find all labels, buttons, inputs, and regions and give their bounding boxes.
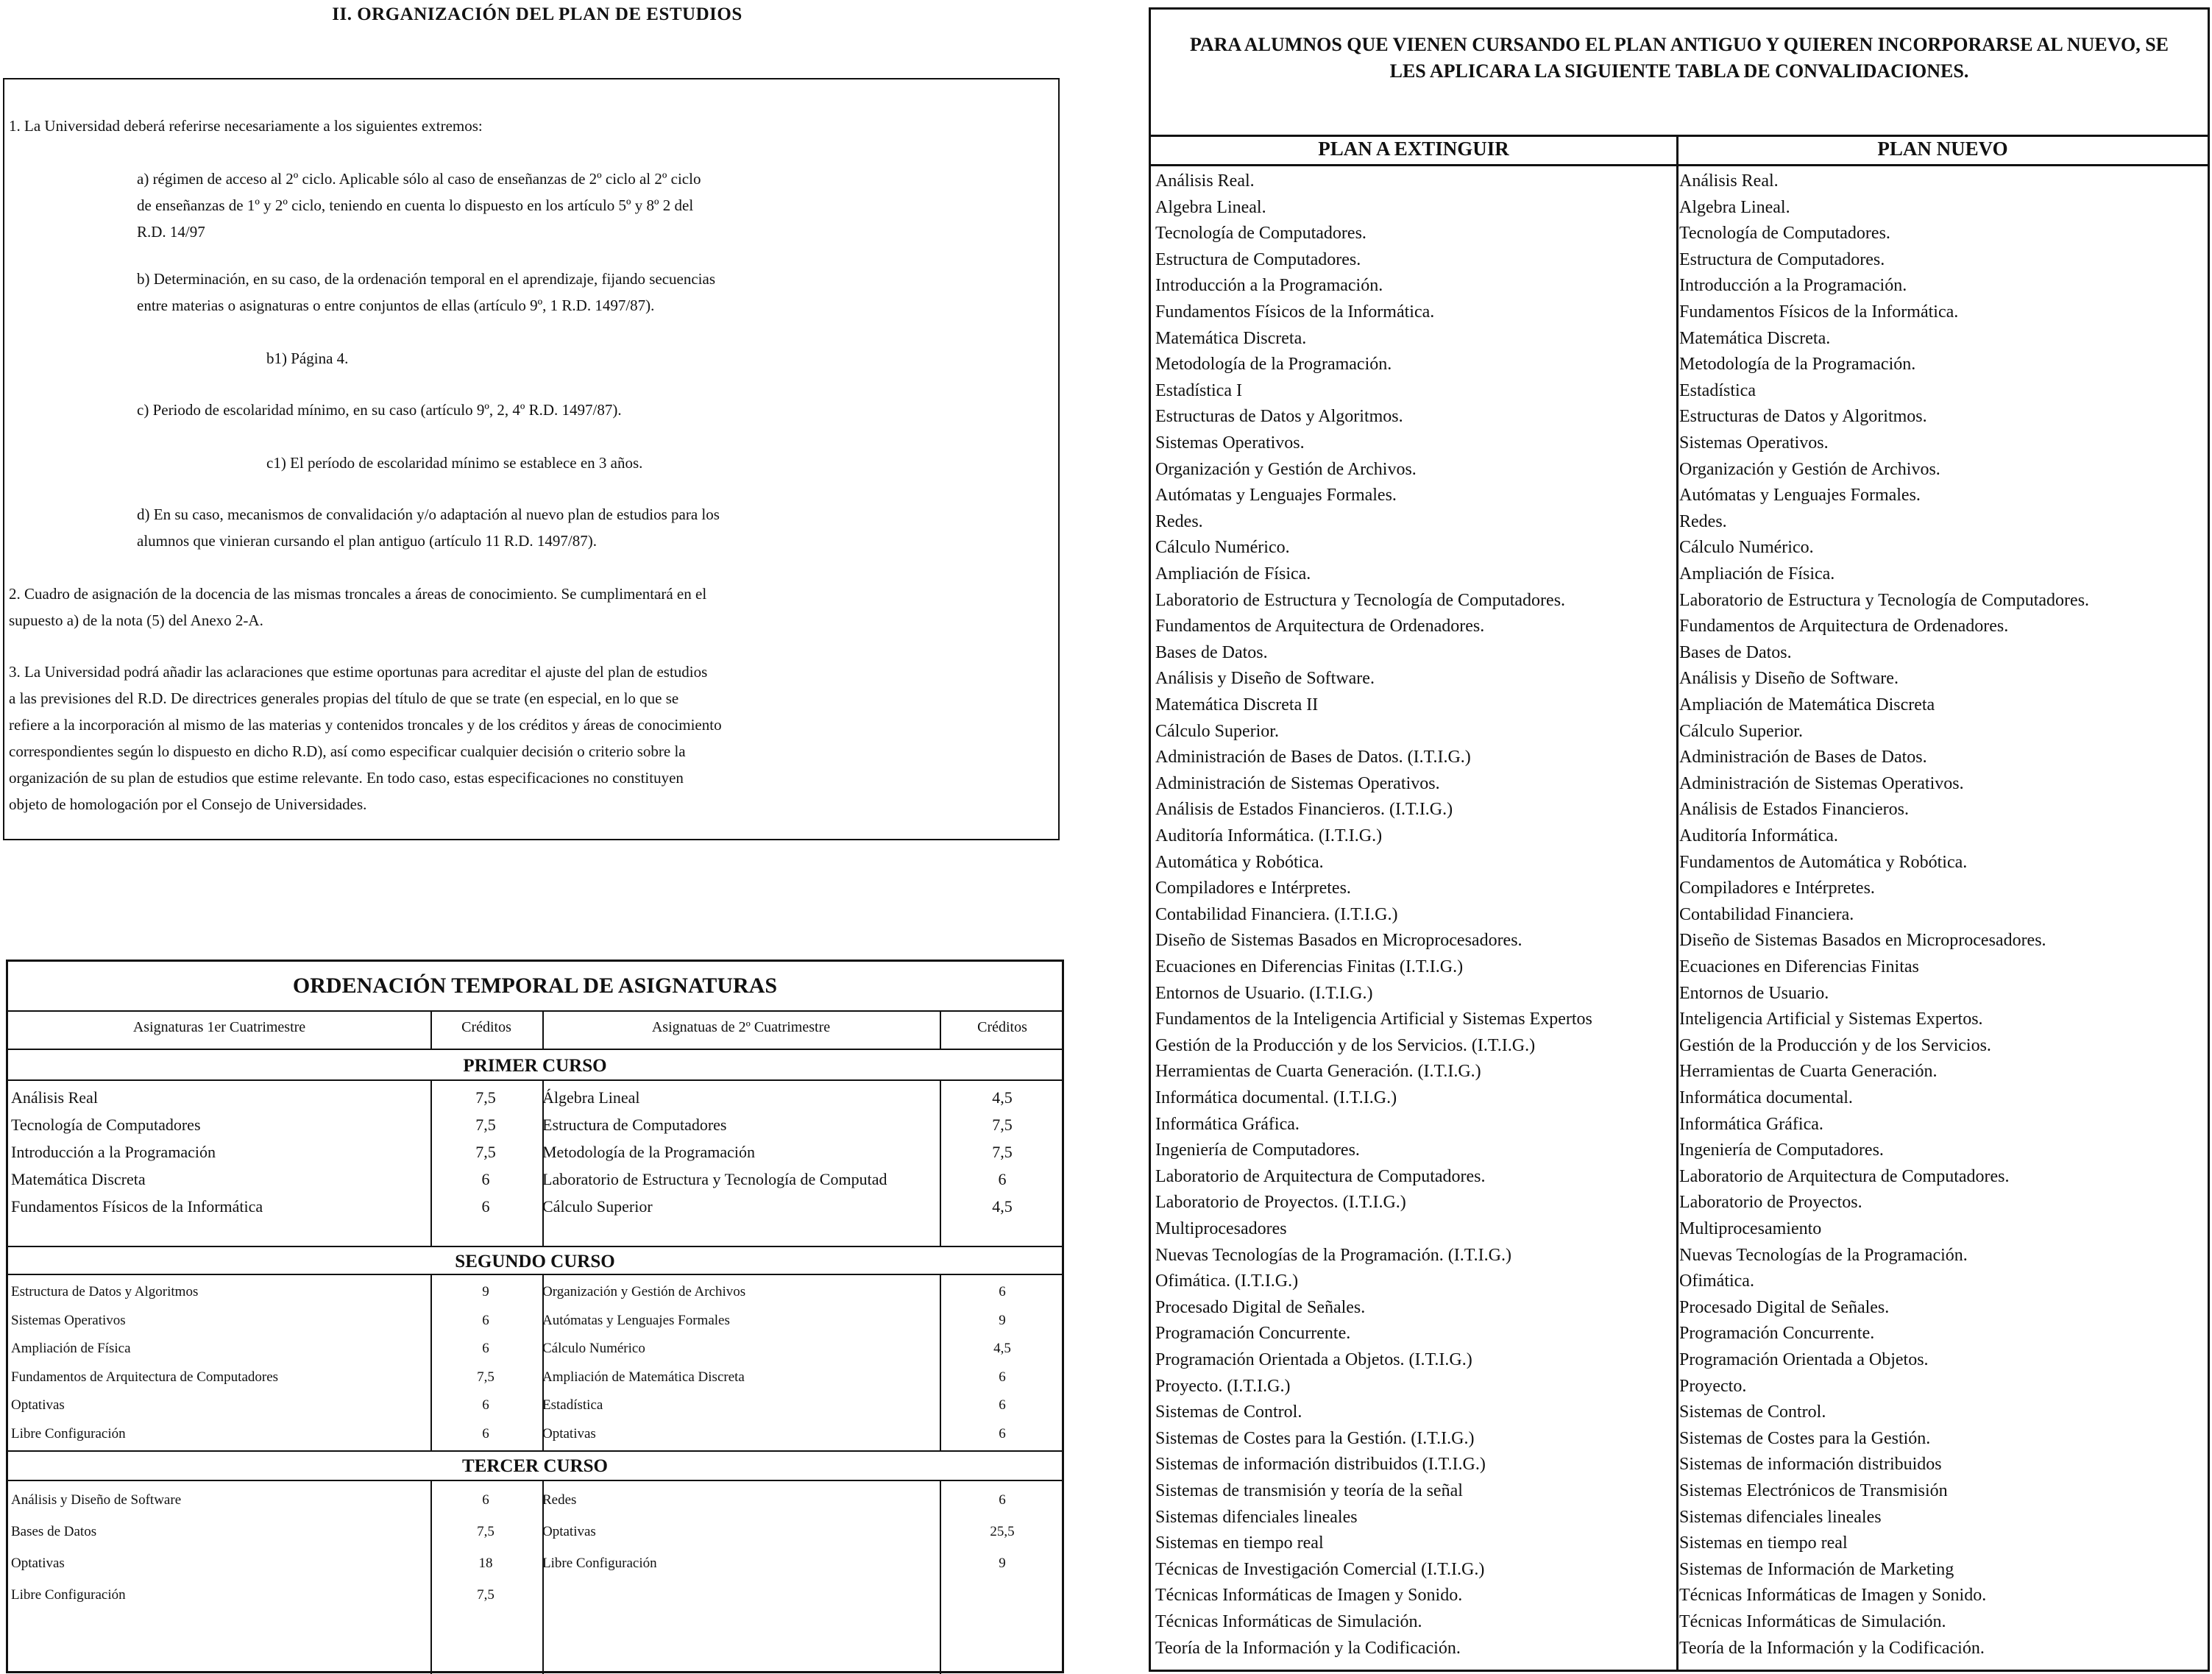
old-plan-subject: Administración de Bases de Datos. (I.T.I.G.) [1155, 748, 1471, 767]
subject-cell: Laboratorio de Estructura y Tecnología de Computad [542, 1170, 887, 1188]
new-plan-subject: Laboratorio de Proyectos. [1679, 1193, 1862, 1213]
old-plan-subject: Análisis Real. [1155, 171, 1255, 191]
new-plan-subject: Algebra Lineal. [1679, 197, 1790, 217]
old-plan-subject: Laboratorio de Proyectos. (I.T.I.G.) [1155, 1193, 1406, 1213]
old-plan-subject: Entornos de Usuario. (I.T.I.G.) [1155, 983, 1373, 1003]
convalidation-row [1151, 404, 2208, 430]
paragraph-3-line-3: refiere a la incorporación al mismo de las materias y contenidos troncales y de los créditos y áreas de conocimiento [9, 716, 722, 734]
paragraph-1: 1. La Universidad deberá referirse necesariamente a los siguientes extremos: [9, 117, 483, 135]
convalidation-row [1151, 823, 2208, 850]
old-plan-subject: Sistemas Operativos. [1155, 433, 1305, 453]
convalidation-row [1151, 430, 2208, 457]
old-plan-subject: Sistemas de transmisión y teoría de la señal [1155, 1481, 1463, 1500]
convalidation-row [1151, 1583, 2208, 1609]
new-plan-subject: Auditoría Informática. [1679, 826, 1838, 845]
item-d-line-2: alumnos que vinieran cursando el plan antiguo (artículo 11 R.D. 1497/87). [137, 532, 597, 550]
new-plan-subject: Procesado Digital de Señales. [1679, 1297, 1890, 1317]
convalidation-row [1151, 247, 2208, 274]
credits-cell: 9 [999, 1556, 1006, 1571]
credits-cell: 6 [482, 1492, 489, 1508]
convalidation-row [1151, 1269, 2208, 1295]
subject-cell: Estadística [542, 1397, 603, 1413]
header-first-term-subjects: Asignaturas 1er Cuatrimestre [132, 1019, 306, 1035]
new-plan-subject: Gestión de la Producción y de los Servicios. [1679, 1035, 1991, 1055]
credits-cell: 6 [999, 1397, 1006, 1413]
credits-cell: 6 [482, 1397, 489, 1413]
paragraph-3-line-6: objeto de homologación por el Consejo de Universidades. [9, 795, 367, 813]
old-plan-subject: Análisis de Estados Financieros. (I.T.I.G.) [1155, 800, 1453, 820]
item-a-line-1: a) régimen de acceso al 2º ciclo. Aplicable sólo al caso de enseñanzas de 2º ciclo al 2º ciclo [137, 170, 701, 188]
old-plan-subject: Programación Orientada a Objetos. (I.T.I.G.) [1155, 1350, 1472, 1369]
old-plan-subject: Introducción a la Programación. [1155, 276, 1383, 296]
new-plan-subject: Informática documental. [1679, 1088, 1853, 1107]
old-plan-subject: Diseño de Sistemas Basados en Microprocesadores. [1155, 931, 1522, 951]
credits-cell: 6 [482, 1312, 489, 1328]
header-second-term-credits: Créditos [977, 1019, 1027, 1035]
old-plan-subject: Metodología de la Programación. [1155, 355, 1392, 375]
convalidation-row [1151, 902, 2208, 929]
credits-cell: 6 [999, 1369, 1006, 1385]
old-plan-subject: Algebra Lineal. [1155, 197, 1266, 217]
old-plan-subject: Programación Concurrente. [1155, 1324, 1351, 1344]
convalidation-row [1151, 457, 2208, 483]
new-plan-subject: Análisis y Diseño de Software. [1679, 669, 1899, 689]
convalidation-title: PARA ALUMNOS QUE VIENEN CURSANDO EL PLAN ANTIGUO Y QUIEREN INCORPORARSE AL NUEVO, SE LES APLICARA LA SIGUIENTE TABLA DE CONVALIDACIONES. [1189, 34, 2169, 82]
convalidation-row [1151, 1164, 2208, 1191]
convalidation-row [1151, 326, 2208, 352]
item-a-line-2: de enseñanzas de 1º y 2º ciclo, teniendo en cuenta lo dispuesto en los artículo 5º y 8º 2 del [137, 196, 694, 214]
new-plan-subject: Entornos de Usuario. [1679, 983, 1829, 1003]
new-plan-subject: Programación Concurrente. [1679, 1324, 1875, 1344]
new-plan-subject: Informática Gráfica. [1679, 1114, 1823, 1134]
subject-cell: Tecnología de Computadores [11, 1116, 201, 1134]
credits-cell: 9 [999, 1312, 1006, 1328]
subject-cell: Estructura de Datos y Algoritmos [11, 1284, 199, 1299]
old-plan-subject: Sistemas de Costes para la Gestión. (I.T.I.G.) [1155, 1428, 1475, 1448]
column-divider [430, 1010, 432, 1049]
convalidation-row [1151, 352, 2208, 378]
convalidation-row [1151, 954, 2208, 981]
old-plan-subject: Laboratorio de Estructura y Tecnología de Computadores. [1155, 590, 1566, 610]
credits-cell: 6 [999, 1284, 1006, 1299]
new-plan-subject: Teoría de la Información y la Codificación. [1679, 1638, 1985, 1658]
new-plan-subject: Administración de Sistemas Operativos. [1679, 773, 1964, 793]
convalidation-row [1151, 1033, 2208, 1060]
old-plan-subject: Automática y Robótica. [1155, 852, 1324, 872]
new-plan-subject: Metodología de la Programación. [1679, 355, 1916, 375]
convalidation-table [1149, 7, 2210, 1672]
subject-cell: Optativas [11, 1556, 65, 1571]
convalidation-row [1151, 981, 2208, 1007]
convalidation-row [1151, 1609, 2208, 1636]
new-plan-subject: Programación Orientada a Objetos. [1679, 1350, 1929, 1369]
old-plan-subject: Fundamentos Físicos de la Informática. [1155, 302, 1435, 322]
divider [8, 1079, 1062, 1081]
old-plan-subject: Teoría de la Información y la Codificación. [1155, 1638, 1461, 1658]
subject-cell: Organización y Gestión de Archivos [542, 1284, 746, 1299]
subject-cell: Análisis y Diseño de Software [11, 1492, 182, 1508]
credits-cell: 4,5 [993, 1341, 1011, 1356]
convalidation-row [1151, 1243, 2208, 1269]
convalidation-row [1151, 692, 2208, 719]
old-plan-subject: Multiprocesadores [1155, 1219, 1287, 1238]
new-plan-subject: Sistemas difenciales lineales [1679, 1507, 1882, 1527]
new-plan-subject: Matemática Discreta. [1679, 328, 1831, 348]
credits-cell: 7,5 [992, 1116, 1013, 1134]
old-plan-subject: Fundamentos de Arquitectura de Ordenadores. [1155, 617, 1485, 636]
convalidation-row [1151, 509, 2208, 536]
divider [8, 1450, 1062, 1452]
new-plan-subject: Contabilidad Financiera. [1679, 904, 1854, 924]
new-plan-subject: Estadística [1679, 380, 1756, 400]
paragraph-3-line-4: correspondientes según lo dispuesto en dicho R.D), así como especificar cualquier decisión o criterio sobre la [9, 742, 686, 760]
item-b1: b1) Página 4. [266, 350, 349, 367]
convalidation-row [1151, 1557, 2208, 1583]
new-plan-subject: Sistemas de Información de Marketing [1679, 1559, 1954, 1579]
convalidation-row [1151, 1216, 2208, 1243]
subject-cell: Libre Configuración [11, 1425, 126, 1441]
old-plan-subject: Ecuaciones en Diferencias Finitas (I.T.I.G.) [1155, 957, 1464, 976]
new-plan-subject: Autómatas y Lenguajes Formales. [1679, 486, 1921, 506]
convalidation-row [1151, 1452, 2208, 1478]
old-plan-subject: Informática Gráfica. [1155, 1114, 1300, 1134]
credits-cell: 6 [482, 1425, 489, 1441]
subject-cell: Sistemas Operativos [11, 1312, 126, 1328]
new-plan-subject: Ingeniería de Computadores. [1679, 1141, 1884, 1160]
old-plan-subject: Administración de Sistemas Operativos. [1155, 773, 1440, 793]
convalidation-row [1151, 1295, 2208, 1322]
convalidation-row [1151, 771, 2208, 798]
old-plan-subject: Compiladores e Intérpretes. [1155, 879, 1351, 898]
credits-cell: 9 [482, 1284, 489, 1299]
item-b-line-2: entre materias o asignaturas o entre conjuntos de ellas (artículo 9º, 1 R.D. 1497/87). [137, 297, 655, 314]
convalidation-row [1151, 535, 2208, 561]
subject-cell: Bases de Datos [11, 1524, 97, 1539]
new-plan-subject: Sistemas de información distribuidos [1679, 1455, 1942, 1475]
old-plan-subject: Cálculo Numérico. [1155, 538, 1290, 558]
new-plan-subject: Sistemas de Costes para la Gestión. [1679, 1428, 1931, 1448]
section-title: SEGUNDO CURSO [455, 1252, 615, 1272]
new-plan-subject: Administración de Bases de Datos. [1679, 748, 1927, 767]
old-plan-subject: Contabilidad Financiera. (I.T.I.G.) [1155, 904, 1398, 924]
convalidation-row [1151, 745, 2208, 771]
credits-cell: 7,5 [477, 1524, 494, 1539]
convalidation-row [1151, 1636, 2208, 1662]
convalidation-row [1151, 797, 2208, 823]
organization-title: II. ORGANIZACIÓN DEL PLAN DE ESTUDIOS [332, 4, 742, 24]
new-plan-subject: Ecuaciones en Diferencias Finitas [1679, 957, 1919, 976]
convalidation-row [1151, 876, 2208, 902]
new-plan-subject: Ampliación de Matemática Discreta [1679, 695, 1935, 714]
convalidation-row [1151, 1374, 2208, 1400]
convalidation-row [1151, 1505, 2208, 1531]
column-divider [542, 1010, 544, 1049]
convalidation-row [1151, 561, 2208, 588]
convalidation-row [1151, 1112, 2208, 1138]
old-plan-subject: Ampliación de Física. [1155, 564, 1311, 584]
new-plan-subject: Diseño de Sistemas Basados en Microprocesadores. [1679, 931, 2046, 951]
old-plan-subject: Bases de Datos. [1155, 642, 1268, 662]
convalidation-row [1151, 928, 2208, 954]
paragraph-3-line-2: a las previsiones del R.D. De directrices generales propias del título de que se trate (en especial, en lo que se [9, 689, 679, 707]
convalidation-row [1151, 666, 2208, 692]
convalidation-row [1151, 1478, 2208, 1505]
convalidation-row [1151, 483, 2208, 509]
old-plan-subject: Organización y Gestión de Archivos. [1155, 459, 1417, 479]
paragraph-3-line-5: organización de su plan de estudios que estime relevante. En todo caso, estas especificaciones no constituyen [9, 769, 684, 787]
convalidation-row [1151, 378, 2208, 405]
old-plan-subject: Redes. [1155, 511, 1203, 531]
divider [8, 1246, 1062, 1247]
divider [8, 1480, 1062, 1481]
old-plan-subject: Estructuras de Datos y Algoritmos. [1155, 407, 1403, 427]
subject-cell: Cálculo Numérico [542, 1341, 645, 1356]
old-plan-subject: Estructura de Computadores. [1155, 249, 1361, 269]
item-c1: c1) El período de escolaridad mínimo se establece en 3 años. [266, 454, 643, 472]
new-plan-subject: Sistemas Electrónicos de Transmisión [1679, 1481, 1948, 1500]
convalidation-row [1151, 614, 2208, 640]
subject-cell: Libre Configuración [542, 1556, 657, 1571]
new-plan-subject: Laboratorio de Estructura y Tecnología de Computadores. [1679, 590, 2090, 610]
subject-cell: Introducción a la Programación [11, 1143, 216, 1161]
subject-cell: Optativas [11, 1397, 65, 1413]
convalidation-row [1151, 299, 2208, 326]
item-c: c) Periodo de escolaridad mínimo, en su caso (artículo 9º, 2, 4º R.D. 1497/87). [137, 401, 622, 419]
schedule-title: ORDENACIÓN TEMPORAL DE ASIGNATURAS [292, 973, 778, 998]
new-plan-subject: Cálculo Numérico. [1679, 538, 1814, 558]
paragraph-2-line-1: 2. Cuadro de asignación de la docencia de las mismas troncales a áreas de conocimiento. Se cumplimentará en el [9, 585, 707, 603]
new-plan-subject: Nuevas Tecnologías de la Programación. [1679, 1245, 1968, 1265]
subject-cell: Fundamentos Físicos de la Informática [11, 1197, 263, 1216]
old-plan-subject: Análisis y Diseño de Software. [1155, 669, 1375, 689]
new-plan-subject: Ofimática. [1679, 1272, 1754, 1291]
organization-box [3, 78, 1060, 840]
item-a-line-3: R.D. 14/97 [137, 223, 205, 241]
new-plan-subject: Sistemas en tiempo real [1679, 1533, 1848, 1553]
new-plan-subject: Análisis Real. [1679, 171, 1779, 191]
subject-cell: Ampliación de Matemática Discreta [542, 1369, 745, 1385]
convalidation-row [1151, 273, 2208, 299]
divider [8, 1010, 1062, 1012]
subject-cell: Matemática Discreta [11, 1170, 146, 1188]
old-plan-subject: Matemática Discreta II [1155, 695, 1319, 714]
subject-cell: Estructura de Computadores [542, 1116, 727, 1134]
new-plan-subject: Estructuras de Datos y Algoritmos. [1679, 407, 1927, 427]
credits-cell: 7,5 [477, 1369, 494, 1385]
old-plan-subject: Laboratorio de Arquitectura de Computadores. [1155, 1166, 1486, 1186]
subject-cell: Metodología de la Programación [542, 1143, 755, 1161]
new-plan-subject: Redes. [1679, 511, 1727, 531]
header-plan-new: PLAN NUEVO [1877, 138, 2008, 160]
schedule-table [6, 960, 1064, 1673]
new-plan-subject: Fundamentos de Automática y Robótica. [1679, 852, 1968, 872]
convalidation-row [1151, 1531, 2208, 1557]
credits-cell: 25,5 [990, 1524, 1015, 1539]
convalidation-row [1151, 1190, 2208, 1216]
old-plan-subject: Herramientas de Cuarta Generación. (I.T.I.G.) [1155, 1062, 1481, 1082]
new-plan-subject: Compiladores e Intérpretes. [1679, 879, 1875, 898]
convalidation-row [1151, 640, 2208, 667]
convalidation-row [1151, 221, 2208, 247]
column-divider [940, 1010, 941, 1049]
old-plan-subject: Sistemas de información distribuidos (I.T.I.G.) [1155, 1455, 1486, 1475]
old-plan-subject: Técnicas de Investigación Comercial (I.T.I.G.) [1155, 1559, 1485, 1579]
old-plan-subject: Ingeniería de Computadores. [1155, 1141, 1360, 1160]
new-plan-subject: Análisis de Estados Financieros. [1679, 800, 1909, 820]
new-plan-subject: Multiprocesamiento [1679, 1219, 1822, 1238]
convalidation-row [1151, 1426, 2208, 1453]
subject-cell: Fundamentos de Arquitectura de Computadores [11, 1369, 279, 1385]
new-plan-subject: Organización y Gestión de Archivos. [1679, 459, 1940, 479]
convalidation-row [1151, 1138, 2208, 1164]
new-plan-subject: Inteligencia Artificial y Sistemas Expertos. [1679, 1010, 1983, 1029]
old-plan-subject: Tecnología de Computadores. [1155, 224, 1366, 244]
credits-cell: 7,5 [475, 1143, 496, 1161]
subject-cell: Optativas [542, 1425, 596, 1441]
new-plan-subject: Ampliación de Física. [1679, 564, 1835, 584]
convalidation-row [1151, 1400, 2208, 1426]
new-plan-subject: Técnicas Informáticas de Simulación. [1679, 1612, 1946, 1631]
item-b-line-1: b) Determinación, en su caso, de la ordenación temporal en el aprendizaje, fijando secuencias [137, 270, 715, 288]
old-plan-subject: Sistemas difenciales lineales [1155, 1507, 1358, 1527]
subject-cell: Ampliación de Física [11, 1341, 131, 1356]
divider [8, 1274, 1062, 1275]
new-plan-subject: Laboratorio de Arquitectura de Computadores. [1679, 1166, 2010, 1186]
old-plan-subject: Técnicas Informáticas de Simulación. [1155, 1612, 1422, 1631]
divider [8, 1049, 1062, 1050]
section-title: TERCER CURSO [462, 1456, 608, 1476]
credits-cell: 18 [478, 1556, 493, 1571]
credits-cell: 7,5 [992, 1143, 1013, 1161]
convalidation-row [1151, 169, 2208, 195]
subject-cell: Autómatas y Lenguajes Formales [542, 1312, 730, 1328]
old-plan-subject: Procesado Digital de Señales. [1155, 1297, 1366, 1317]
new-plan-subject: Bases de Datos. [1679, 642, 1792, 662]
subject-cell: Optativas [542, 1524, 596, 1539]
old-plan-subject: Informática documental. (I.T.I.G.) [1155, 1088, 1397, 1107]
new-plan-subject: Sistemas de Control. [1679, 1402, 1826, 1422]
convalidation-row [1151, 1007, 2208, 1033]
old-plan-subject: Sistemas de Control. [1155, 1402, 1302, 1422]
convalidation-row [1151, 1321, 2208, 1347]
credits-cell: 6 [481, 1197, 490, 1216]
paragraph-3-line-1: 3. La Universidad podrá añadir las aclaraciones que estime oportunas para acreditar el ajuste del plan de estudios [9, 663, 708, 681]
new-plan-subject: Cálculo Superior. [1679, 721, 1803, 741]
new-plan-subject: Fundamentos de Arquitectura de Ordenadores. [1679, 617, 2009, 636]
header-first-term-credits: Créditos [461, 1019, 511, 1035]
subject-cell: Análisis Real [11, 1088, 98, 1107]
convalidation-row [1151, 195, 2208, 221]
section-title: PRIMER CURSO [463, 1056, 607, 1076]
convalidation-row [1151, 719, 2208, 745]
new-plan-subject: Tecnología de Computadores. [1679, 224, 1890, 244]
credits-cell: 6 [999, 1492, 1006, 1508]
credits-cell: 6 [999, 1425, 1006, 1441]
new-plan-subject: Proyecto. [1679, 1376, 1747, 1396]
convalidation-row [1151, 588, 2208, 614]
new-plan-subject: Estructura de Computadores. [1679, 249, 1885, 269]
new-plan-subject: Técnicas Informáticas de Imagen y Sonido. [1679, 1586, 1987, 1606]
item-d-line-1: d) En su caso, mecanismos de convalidación y/o adaptación al nuevo plan de estudios para los [137, 506, 720, 523]
old-plan-subject: Nuevas Tecnologías de la Programación. (I.T.I.G.) [1155, 1245, 1511, 1265]
divider [1151, 135, 2208, 137]
old-plan-subject: Matemática Discreta. [1155, 328, 1307, 348]
convalidation-row [1151, 1085, 2208, 1112]
credits-cell: 6 [998, 1170, 1007, 1188]
credits-cell: 7,5 [475, 1116, 496, 1134]
new-plan-subject: Herramientas de Cuarta Generación. [1679, 1062, 1938, 1082]
old-plan-subject: Fundamentos de la Inteligencia Artificial y Sistemas Expertos [1155, 1010, 1592, 1029]
new-plan-subject: Introducción a la Programación. [1679, 276, 1907, 296]
old-plan-subject: Proyecto. (I.T.I.G.) [1155, 1376, 1291, 1396]
paragraph-2-line-2: supuesto a) de la nota (5) del Anexo 2-A. [9, 611, 263, 629]
convalidation-row [1151, 1059, 2208, 1085]
credits-cell: 6 [482, 1341, 489, 1356]
subject-cell: Álgebra Lineal [542, 1088, 640, 1107]
credits-cell: 7,5 [477, 1587, 494, 1603]
subject-cell: Cálculo Superior [542, 1197, 653, 1216]
old-plan-subject: Cálculo Superior. [1155, 721, 1279, 741]
credits-cell: 4,5 [992, 1197, 1013, 1216]
new-plan-subject: Fundamentos Físicos de la Informática. [1679, 302, 1959, 322]
divider [1151, 164, 2208, 166]
old-plan-subject: Técnicas Informáticas de Imagen y Sonido. [1155, 1586, 1463, 1606]
old-plan-subject: Estadística I [1155, 380, 1242, 400]
old-plan-subject: Auditoría Informática. (I.T.I.G.) [1155, 826, 1383, 845]
subject-cell: Libre Configuración [11, 1587, 126, 1603]
old-plan-subject: Gestión de la Producción y de los Servicios. (I.T.I.G.) [1155, 1035, 1536, 1055]
old-plan-subject: Sistemas en tiempo real [1155, 1533, 1324, 1553]
subject-cell: Redes [542, 1492, 577, 1508]
credits-cell: 7,5 [475, 1088, 496, 1107]
credits-cell: 4,5 [992, 1088, 1013, 1107]
header-second-term-subjects: Asignatuas de 2º Cuatrimestre [651, 1019, 831, 1035]
old-plan-subject: Autómatas y Lenguajes Formales. [1155, 486, 1397, 506]
new-plan-subject: Sistemas Operativos. [1679, 433, 1829, 453]
credits-cell: 6 [481, 1170, 490, 1188]
old-plan-subject: Ofimática. (I.T.I.G.) [1155, 1272, 1299, 1291]
convalidation-row [1151, 850, 2208, 876]
header-plan-old: PLAN A EXTINGUIR [1318, 138, 1509, 160]
convalidation-row [1151, 1347, 2208, 1374]
